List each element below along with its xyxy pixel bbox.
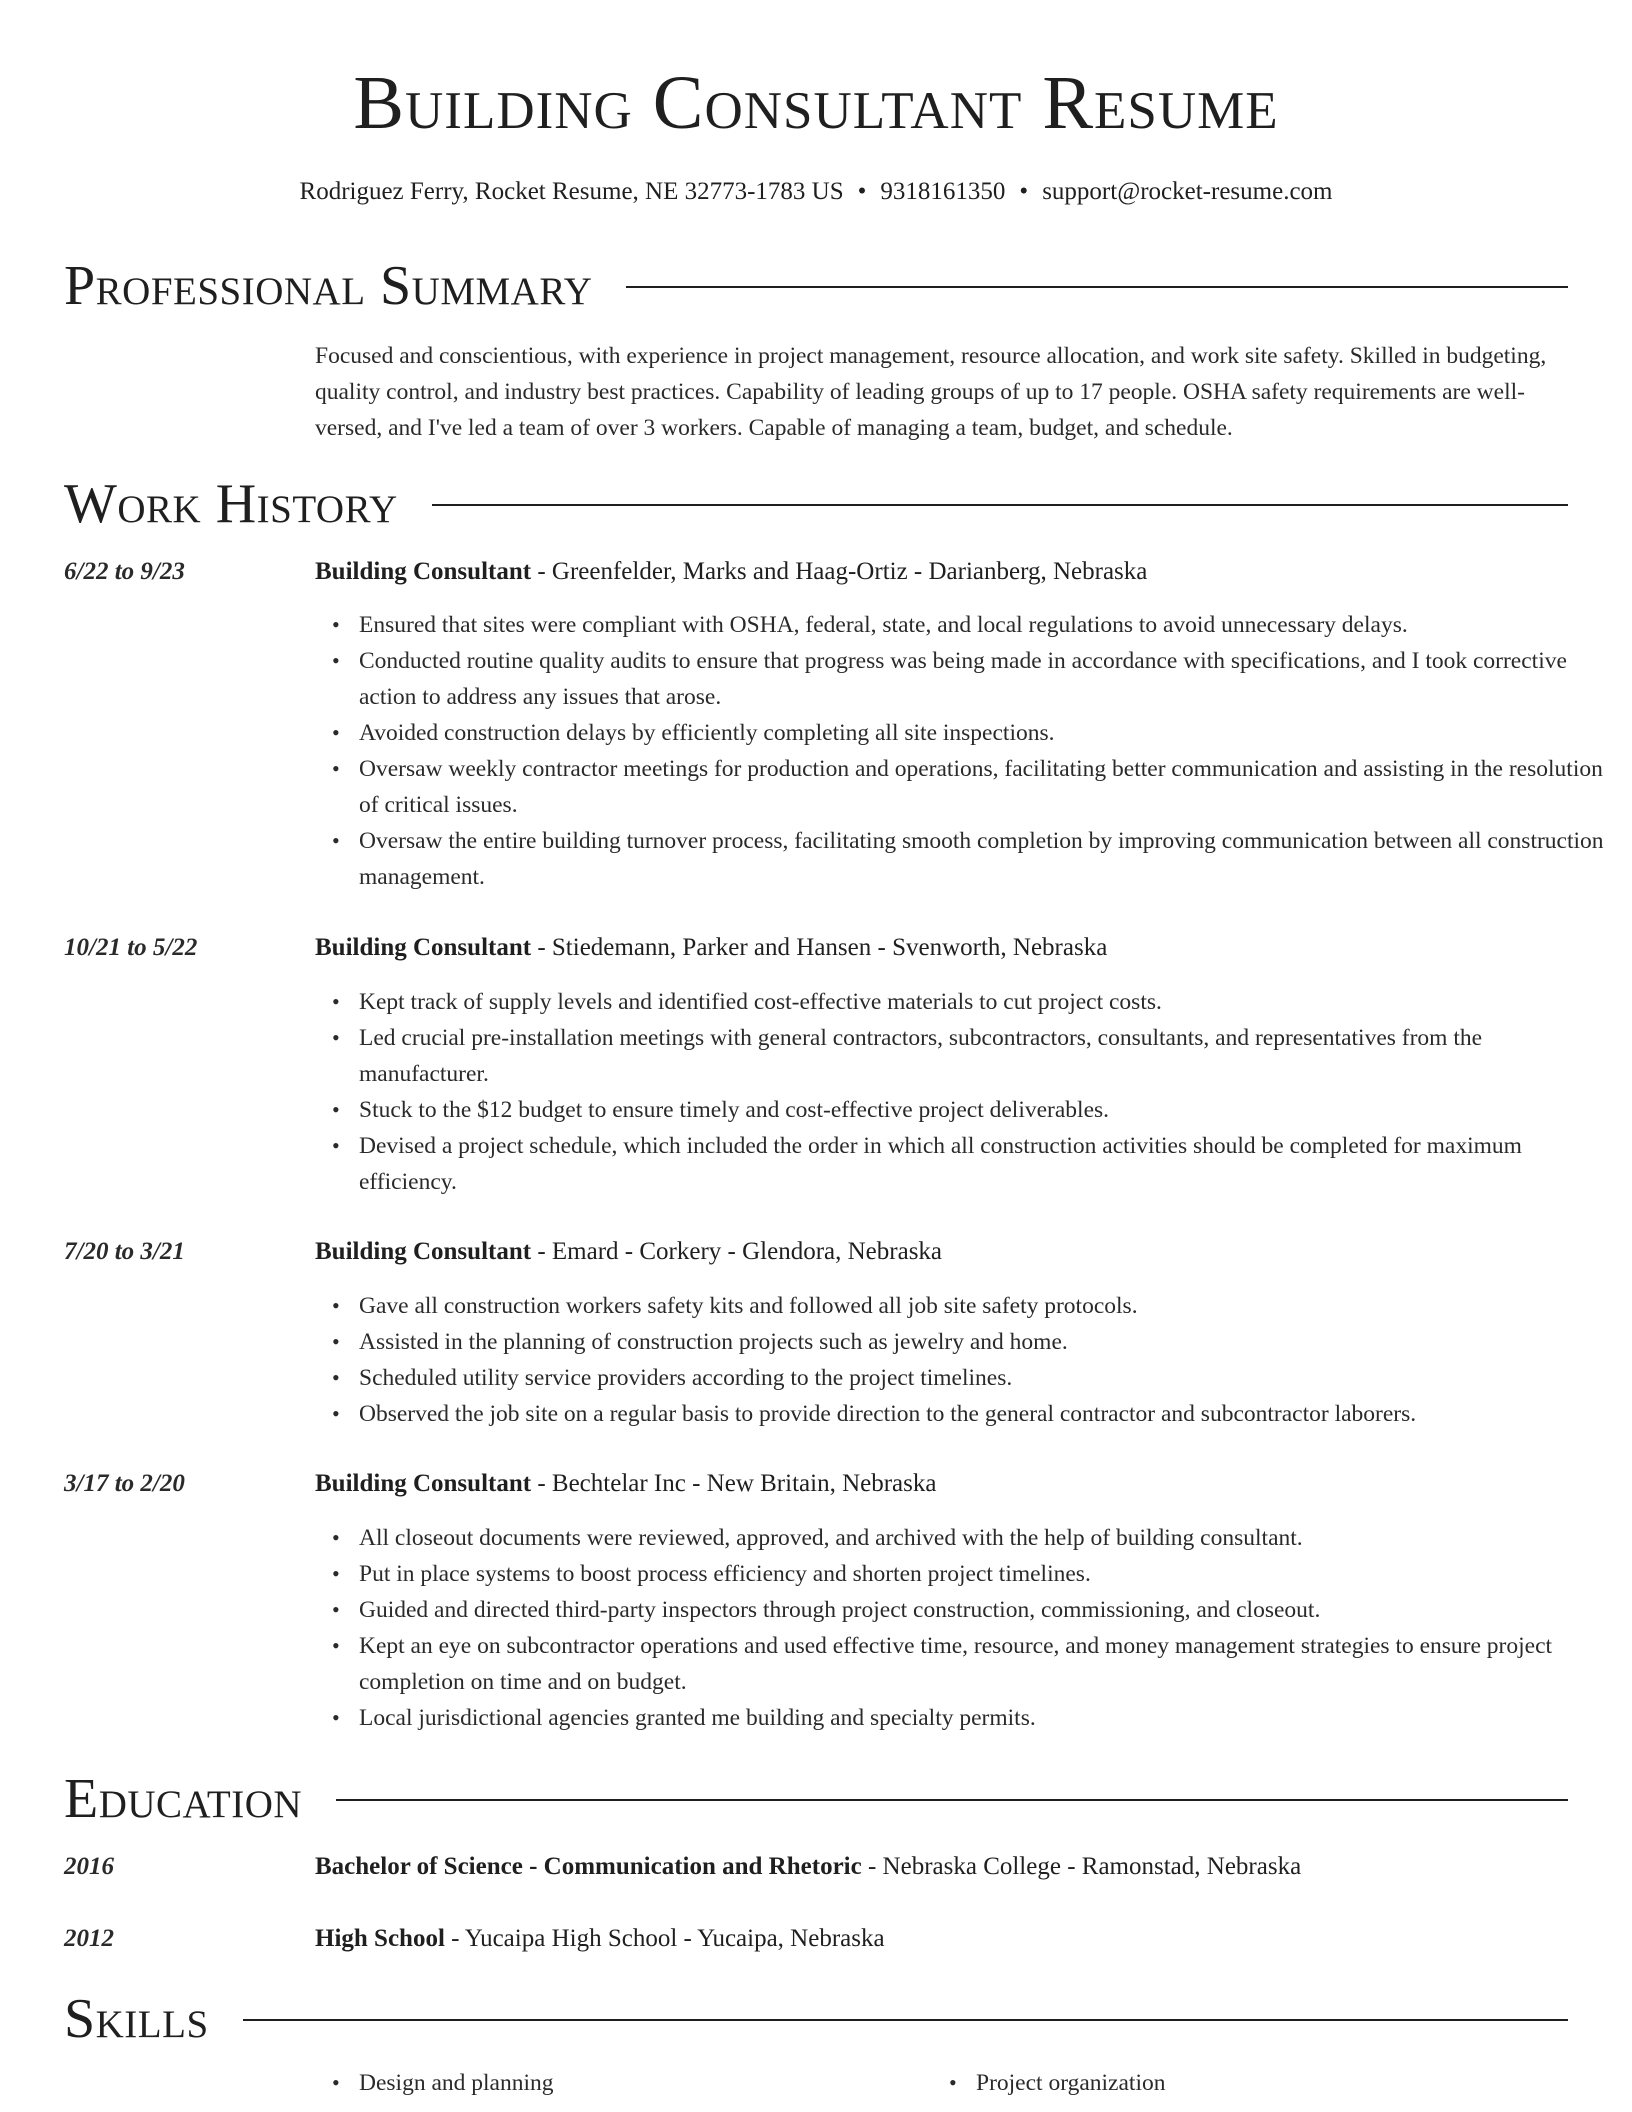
section-title: Work History — [64, 473, 398, 535]
education-year: 2012 — [64, 1925, 114, 1952]
list-item: • Put in place systems to boost process efficiency and shorten project timelines. — [359, 1556, 1614, 1592]
job-employer: - Stiedemann, Parker and Hansen - Svenworth, Nebraska — [531, 934, 1108, 961]
list-item: • Kept track of supply levels and identified cost-effective materials to cut project costs. — [359, 984, 1614, 1020]
section-divider — [626, 286, 1568, 288]
contact-phone: 9318161350 — [880, 178, 1006, 205]
job-title: Building Consultant — [315, 558, 532, 585]
job-employer: - Emard - Corkery - Glendora, Nebraska — [531, 1238, 943, 1265]
section-summary-header — [64, 251, 1568, 321]
list-item: • Local jurisdictional agencies granted me building and specialty permits. — [359, 1700, 1614, 1736]
education-entry — [315, 1922, 1575, 1956]
list-item: • Scheduled utility service providers according to the project timelines. — [359, 1360, 1614, 1396]
job-bullets — [315, 984, 1614, 1200]
job-bullets — [315, 1288, 1614, 1432]
section-title: Education — [64, 1768, 303, 1830]
list-item: • Observed the job site on a regular basis to provide direction to the general contractor and subcontractor laborers. — [359, 1396, 1614, 1432]
list-item: • Led crucial pre-installation meetings with general contractors, subcontractors, consultants, and representatives from the manufacturer. — [359, 1020, 1614, 1092]
job-title: Building Consultant — [315, 1470, 532, 1497]
contact-separator: • — [1019, 178, 1029, 205]
summary-text: Focused and conscientious, with experience in project management, resource allocation, and work site safety. Skilled in budgeting, quality control, and industry best practices. Capability of leading groups of up to 17 people. OSHA safety requirements are well-versed, and I've led a team of over 3 workers. Capable of managing a team, budget, and schedule. — [315, 343, 1547, 441]
contact-separator: • — [857, 178, 867, 205]
section-work-header — [64, 469, 1568, 539]
education-degree: Bachelor of Science - Communication and Rhetoric — [315, 1853, 862, 1880]
list-item: • Assisted in the planning of construction projects such as jewelry and home. — [359, 1324, 1614, 1360]
job-heading — [315, 555, 1575, 589]
job-dates: 10/21 to 5/22 — [64, 934, 198, 961]
job-dates: 7/20 to 3/21 — [64, 1238, 185, 1265]
section-education-header — [64, 1764, 1568, 1834]
job-employer: - Bechtelar Inc - New Britain, Nebraska — [531, 1470, 937, 1497]
job-title: Building Consultant — [315, 1238, 532, 1265]
section-skills-header — [64, 1984, 1568, 2054]
list-item: • Oversaw the entire building turnover process, facilitating smooth completion by improving communication between all construction management. — [359, 823, 1614, 895]
job-title: Building Consultant — [315, 934, 532, 961]
list-item: • Gave all construction workers safety kits and followed all job site safety protocols. — [359, 1288, 1614, 1324]
contact-email: support@rocket-resume.com — [1042, 178, 1333, 205]
skills-list-left — [315, 2065, 919, 2101]
list-item: • Stuck to the $12 budget to ensure timely and cost-effective project deliverables. — [359, 1092, 1614, 1128]
job-heading — [315, 931, 1575, 965]
section-divider — [432, 504, 1568, 506]
list-item: • Devised a project schedule, which included the order in which all construction activities should be completed for maximum efficiency. — [359, 1128, 1614, 1200]
education-school: - Yucaipa High School - Yucaipa, Nebraska — [444, 1925, 885, 1952]
job-dates: 6/22 to 9/23 — [64, 558, 185, 585]
list-item: • Conducted routine quality audits to ensure that progress was being made in accordance with specifications, and I took corrective action to address any issues that arose. — [359, 643, 1614, 715]
education-degree: High School — [315, 1925, 445, 1952]
education-school: - Nebraska College - Ramonstad, Nebraska — [861, 1853, 1302, 1880]
list-item: • Kept an eye on subcontractor operations and used effective time, resource, and money management strategies to ensure project completion on time and on budget. — [359, 1628, 1614, 1700]
skills-list-right — [932, 2065, 1536, 2101]
contact-address: Rodriguez Ferry, Rocket Resume, NE 32773-1783 US — [299, 178, 844, 205]
list-item: • All closeout documents were reviewed, approved, and archived with the help of building consultant. — [359, 1520, 1614, 1556]
skill-item: • Design and planning — [359, 2065, 919, 2101]
job-bullets — [315, 607, 1614, 895]
section-divider — [336, 1799, 1568, 1801]
section-title: Professional Summary — [64, 255, 593, 317]
skill-item: • Project organization — [976, 2065, 1536, 2101]
education-entry — [315, 1850, 1575, 1884]
list-item: • Ensured that sites were compliant with OSHA, federal, state, and local regulations to avoid unnecessary delays. — [359, 607, 1614, 643]
job-bullets — [315, 1520, 1614, 1736]
list-item: • Avoided construction delays by efficiently completing all site inspections. — [359, 715, 1614, 751]
list-item: • Guided and directed third-party inspectors through project construction, commissioning, and closeout. — [359, 1592, 1614, 1628]
job-employer: - Greenfelder, Marks and Haag-Ortiz - Darianberg, Nebraska — [531, 558, 1148, 585]
job-heading — [315, 1235, 1575, 1269]
section-divider — [243, 2019, 1568, 2021]
job-dates: 3/17 to 2/20 — [64, 1470, 185, 1497]
list-item: • Oversaw weekly contractor meetings for production and operations, facilitating better communication and assisting in the resolution of critical issues. — [359, 751, 1614, 823]
education-year: 2016 — [64, 1853, 114, 1880]
resume-title: Building Consultant Resume — [353, 61, 1279, 145]
contact-line — [0, 175, 1632, 209]
job-heading — [315, 1467, 1575, 1501]
section-title: Skills — [64, 1988, 209, 2050]
